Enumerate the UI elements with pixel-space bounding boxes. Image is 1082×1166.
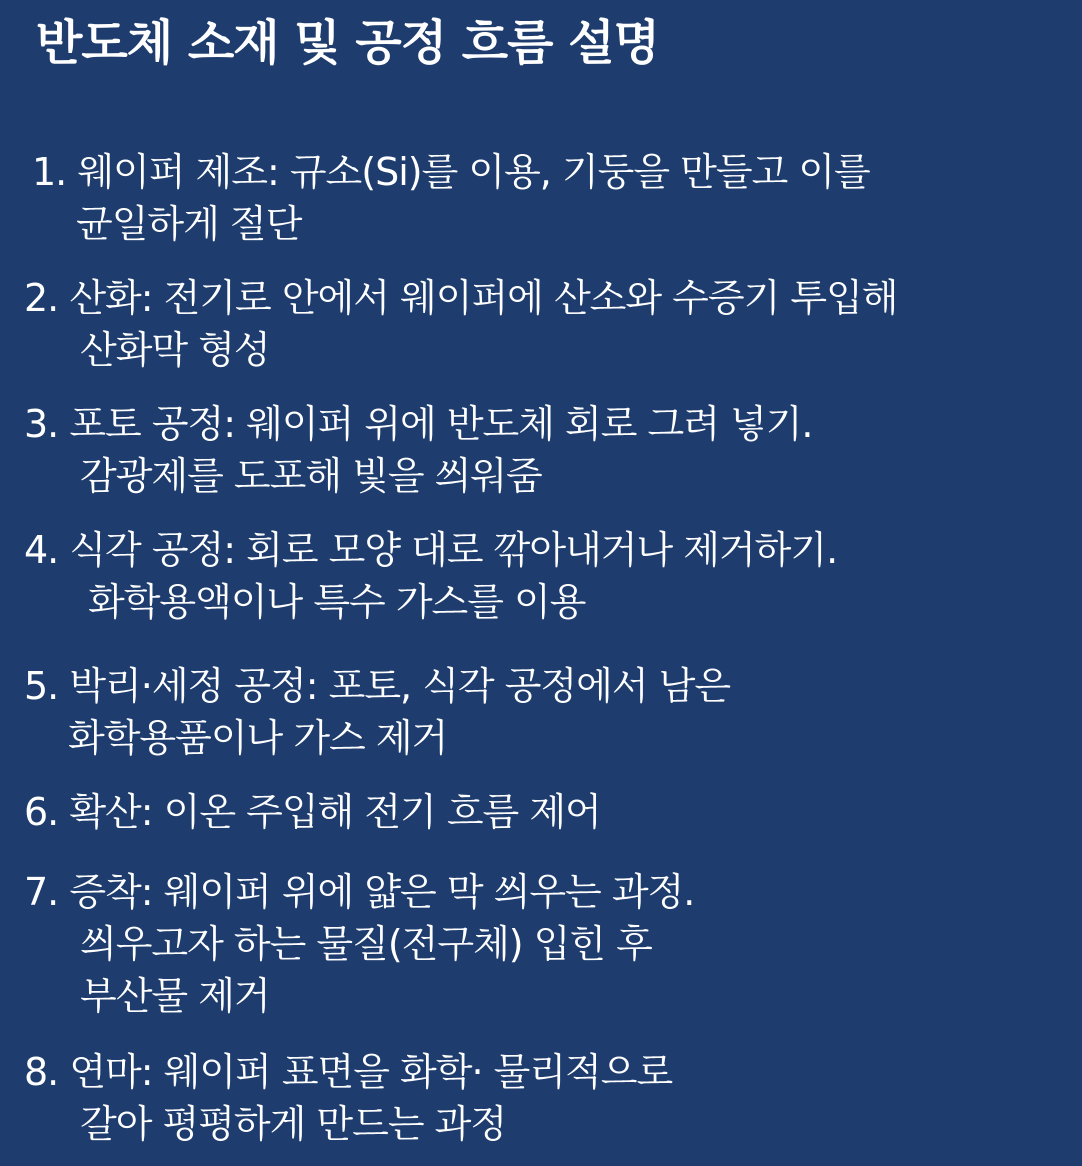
list-item-8: [0, 1046, 1082, 1150]
item-2-line-2: 산화막 형성: [80, 328, 270, 372]
item-8-line-2: 갈아 평평하게 만드는 과정: [80, 1102, 507, 1146]
item-6-line-1: 6. 확산: 이온 주입해 전기 흐름 제어: [24, 790, 601, 834]
item-7-line-2: 씌우고자 하는 물질(전구체) 입힌 후: [80, 922, 652, 966]
item-4-line-2: 화학용액이나 특수 가스를 이용: [88, 580, 586, 624]
list-item-6: [0, 786, 1082, 838]
list-item-3: [0, 398, 1082, 502]
list-item-4: [0, 524, 1082, 628]
item-5-line-1: 5. 박리·세정 공정: 포토, 식각 공정에서 남은: [24, 664, 731, 708]
item-3-line-1: 3. 포토 공정: 웨이퍼 위에 반도체 회로 그려 넣기.: [24, 402, 813, 446]
item-8-line-1: 8. 연마: 웨이퍼 표면을 화학· 물리적으로: [24, 1050, 673, 1094]
page-title: 반도체 소재 및 공정 흐름 설명: [36, 15, 659, 71]
list-item-5: [0, 660, 1082, 764]
item-5-line-2: 화학용품이나 가스 제거: [68, 716, 448, 760]
item-7-line-1: 7. 증착: 웨이퍼 위에 얇은 막 씌우는 과정.: [24, 870, 695, 914]
item-3-line-2: 감광제를 도포해 빛을 씌워줌: [80, 454, 542, 498]
list-item-1: [0, 146, 1082, 250]
list-item-7: [0, 866, 1082, 1022]
item-1-line-2: 균일하게 절단: [76, 202, 302, 246]
item-1-line-1: 1. 웨이퍼 제조: 규소(Si)를 이용, 기둥을 만들고 이를: [32, 150, 870, 194]
item-2-line-1: 2. 산화: 전기로 안에서 웨이퍼에 산소와 수증기 투입해: [24, 276, 898, 320]
list-item-2: [0, 272, 1082, 376]
item-4-line-1: 4. 식각 공정: 회로 모양 대로 깎아내거나 제거하기.: [24, 528, 838, 572]
item-7-line-3: 부산물 제거: [80, 974, 270, 1018]
